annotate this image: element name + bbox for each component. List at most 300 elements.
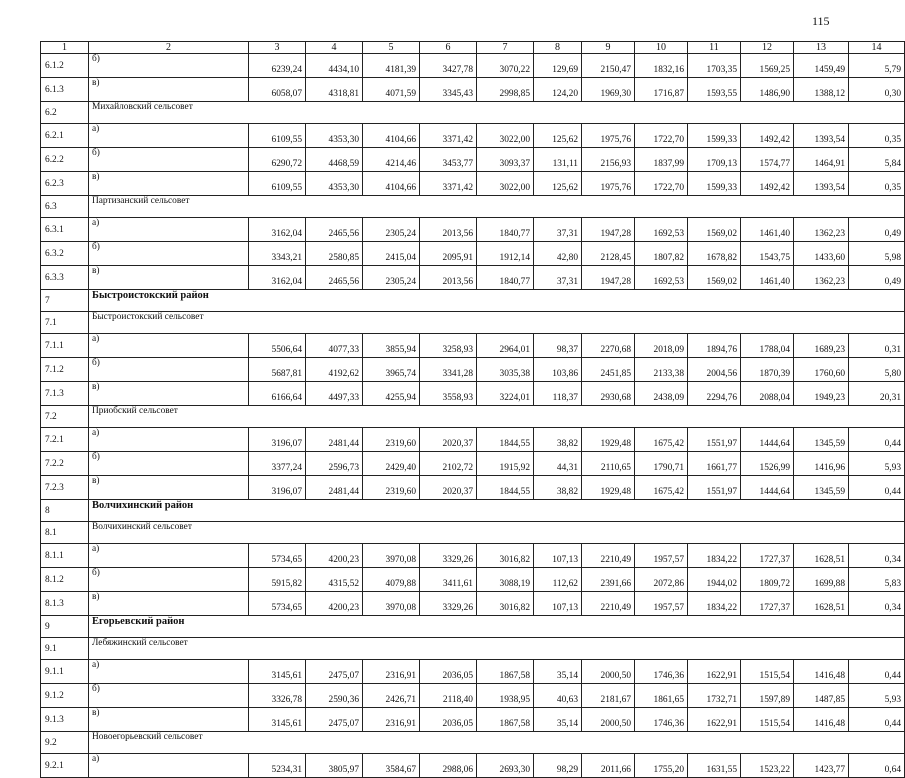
value-cell: 2088,04 <box>741 382 794 406</box>
value-cell: 1569,25 <box>741 54 794 78</box>
value-cell: 1599,33 <box>688 172 741 196</box>
value-cell: 2475,07 <box>306 660 363 684</box>
value-cell: 2693,30 <box>477 754 534 778</box>
value-cell: 107,13 <box>534 592 582 616</box>
row-code: 6.1.2 <box>41 54 89 78</box>
value-cell: 2020,37 <box>420 476 477 500</box>
value-cell: 1938,95 <box>477 684 534 708</box>
row-code: 6.2.3 <box>41 172 89 196</box>
value-cell: 4468,59 <box>306 148 363 172</box>
column-header: 1 <box>41 42 89 54</box>
value-cell: 1894,76 <box>688 334 741 358</box>
value-cell: 3343,21 <box>249 242 306 266</box>
value-cell: 1593,55 <box>688 78 741 102</box>
value-cell: 1844,55 <box>477 476 534 500</box>
value-cell: 1837,99 <box>635 148 688 172</box>
table-row <box>41 124 905 148</box>
table-row <box>41 242 905 266</box>
value-cell: 98,29 <box>534 754 582 778</box>
value-cell: 1975,76 <box>582 124 635 148</box>
value-cell: 1543,75 <box>741 242 794 266</box>
value-cell: 3371,42 <box>420 172 477 196</box>
value-cell: 2319,60 <box>363 476 420 500</box>
settlement-row <box>41 522 905 544</box>
district-row <box>41 290 905 312</box>
value-cell: 1444,64 <box>741 428 794 452</box>
row-label: б) <box>89 54 249 78</box>
row-code: 9.1 <box>41 638 89 660</box>
value-cell: 4353,30 <box>306 124 363 148</box>
row-code: 6.1.3 <box>41 78 89 102</box>
row-label: в) <box>89 382 249 406</box>
value-cell: 2210,49 <box>582 592 635 616</box>
value-cell: 2181,67 <box>582 684 635 708</box>
value-cell: 1362,23 <box>794 218 849 242</box>
value-cell: 2438,09 <box>635 382 688 406</box>
row-label: б) <box>89 148 249 172</box>
value-cell: 1345,59 <box>794 476 849 500</box>
value-cell: 38,82 <box>534 428 582 452</box>
value-cell: 1840,77 <box>477 218 534 242</box>
value-cell: 1675,42 <box>635 428 688 452</box>
value-cell: 4318,81 <box>306 78 363 102</box>
value-cell: 1947,28 <box>582 266 635 290</box>
tariff-table <box>40 41 905 778</box>
value-cell: 1622,91 <box>688 660 741 684</box>
value-cell: 4200,23 <box>306 592 363 616</box>
value-cell: 5,83 <box>849 568 905 592</box>
table-row <box>41 382 905 406</box>
value-cell: 2294,76 <box>688 382 741 406</box>
value-cell: 1597,89 <box>741 684 794 708</box>
value-cell: 3162,04 <box>249 266 306 290</box>
value-cell: 2426,71 <box>363 684 420 708</box>
value-cell: 37,31 <box>534 218 582 242</box>
value-cell: 5,98 <box>849 242 905 266</box>
row-code: 6.2.2 <box>41 148 89 172</box>
value-cell: 124,20 <box>534 78 582 102</box>
value-cell: 3411,61 <box>420 568 477 592</box>
row-code: 7.1.2 <box>41 358 89 382</box>
value-cell: 112,62 <box>534 568 582 592</box>
value-cell: 1423,77 <box>794 754 849 778</box>
value-cell: 3805,97 <box>306 754 363 778</box>
table-row <box>41 78 905 102</box>
value-cell: 125,62 <box>534 172 582 196</box>
value-cell: 1944,02 <box>688 568 741 592</box>
page-number: 115 <box>812 14 830 28</box>
value-cell: 1703,35 <box>688 54 741 78</box>
row-code: 6.2 <box>41 102 89 124</box>
value-cell: 125,62 <box>534 124 582 148</box>
value-cell: 1628,51 <box>794 544 849 568</box>
value-cell: 1515,54 <box>741 708 794 732</box>
header-row <box>41 42 905 54</box>
row-code: 7 <box>41 290 89 312</box>
value-cell: 2964,01 <box>477 334 534 358</box>
value-cell: 2000,50 <box>582 660 635 684</box>
value-cell: 2316,91 <box>363 708 420 732</box>
district-title: Егорьевский район <box>89 616 905 638</box>
row-code: 9 <box>41 616 89 638</box>
column-header: 2 <box>89 42 249 54</box>
value-cell: 5734,65 <box>249 544 306 568</box>
value-cell: 1975,76 <box>582 172 635 196</box>
value-cell: 2930,68 <box>582 382 635 406</box>
value-cell: 35,14 <box>534 708 582 732</box>
value-cell: 2429,40 <box>363 452 420 476</box>
column-header: 8 <box>534 42 582 54</box>
settlement-row <box>41 732 905 754</box>
column-header: 13 <box>794 42 849 54</box>
row-code: 6.3.1 <box>41 218 89 242</box>
row-label: б) <box>89 568 249 592</box>
row-label: а) <box>89 334 249 358</box>
value-cell: 1947,28 <box>582 218 635 242</box>
value-cell: 0,34 <box>849 544 905 568</box>
value-cell: 37,31 <box>534 266 582 290</box>
value-cell: 4181,39 <box>363 54 420 78</box>
column-header: 4 <box>306 42 363 54</box>
value-cell: 40,63 <box>534 684 582 708</box>
value-cell: 1433,60 <box>794 242 849 266</box>
row-code: 6.3.2 <box>41 242 89 266</box>
value-cell: 42,80 <box>534 242 582 266</box>
value-cell: 1515,54 <box>741 660 794 684</box>
value-cell: 2465,56 <box>306 218 363 242</box>
row-code: 8.1 <box>41 522 89 544</box>
value-cell: 1727,37 <box>741 592 794 616</box>
value-cell: 3371,42 <box>420 124 477 148</box>
value-cell: 1915,92 <box>477 452 534 476</box>
value-cell: 1844,55 <box>477 428 534 452</box>
value-cell: 3970,08 <box>363 592 420 616</box>
table-row <box>41 476 905 500</box>
value-cell: 5,84 <box>849 148 905 172</box>
value-cell: 1492,42 <box>741 124 794 148</box>
value-cell: 1631,55 <box>688 754 741 778</box>
value-cell: 3162,04 <box>249 218 306 242</box>
settlement-row <box>41 638 905 660</box>
row-code: 7.2.3 <box>41 476 89 500</box>
value-cell: 1523,22 <box>741 754 794 778</box>
column-header: 7 <box>477 42 534 54</box>
value-cell: 2305,24 <box>363 218 420 242</box>
value-cell: 2110,65 <box>582 452 635 476</box>
column-header: 6 <box>420 42 477 54</box>
value-cell: 4192,62 <box>306 358 363 382</box>
table-row <box>41 568 905 592</box>
value-cell: 2018,09 <box>635 334 688 358</box>
value-cell: 1464,91 <box>794 148 849 172</box>
value-cell: 2988,06 <box>420 754 477 778</box>
value-cell: 5,79 <box>849 54 905 78</box>
value-cell: 1949,23 <box>794 382 849 406</box>
value-cell: 1492,42 <box>741 172 794 196</box>
value-cell: 3970,08 <box>363 544 420 568</box>
value-cell: 1957,57 <box>635 592 688 616</box>
value-cell: 1459,49 <box>794 54 849 78</box>
value-cell: 5,93 <box>849 452 905 476</box>
value-cell: 1929,48 <box>582 476 635 500</box>
value-cell: 38,82 <box>534 476 582 500</box>
value-cell: 1526,99 <box>741 452 794 476</box>
value-cell: 1416,48 <box>794 708 849 732</box>
value-cell: 2095,91 <box>420 242 477 266</box>
value-cell: 5234,31 <box>249 754 306 778</box>
value-cell: 1444,64 <box>741 476 794 500</box>
row-label: а) <box>89 754 249 778</box>
value-cell: 3345,43 <box>420 78 477 102</box>
value-cell: 1809,72 <box>741 568 794 592</box>
value-cell: 1722,70 <box>635 172 688 196</box>
value-cell: 3093,37 <box>477 148 534 172</box>
row-code: 8.1.3 <box>41 592 89 616</box>
settlement-title: Приобский сельсовет <box>89 406 905 428</box>
table-row <box>41 544 905 568</box>
value-cell: 1957,57 <box>635 544 688 568</box>
value-cell: 2020,37 <box>420 428 477 452</box>
value-cell: 0,44 <box>849 660 905 684</box>
value-cell: 3196,07 <box>249 428 306 452</box>
value-cell: 4079,88 <box>363 568 420 592</box>
value-cell: 20,31 <box>849 382 905 406</box>
district-row <box>41 500 905 522</box>
value-cell: 5734,65 <box>249 592 306 616</box>
row-code: 6.2.1 <box>41 124 89 148</box>
value-cell: 1388,12 <box>794 78 849 102</box>
column-header: 10 <box>635 42 688 54</box>
value-cell: 2128,45 <box>582 242 635 266</box>
settlement-title: Волчихинский сельсовет <box>89 522 905 544</box>
value-cell: 4200,23 <box>306 544 363 568</box>
value-cell: 1732,71 <box>688 684 741 708</box>
value-cell: 3341,28 <box>420 358 477 382</box>
value-cell: 2000,50 <box>582 708 635 732</box>
value-cell: 1870,39 <box>741 358 794 382</box>
value-cell: 3558,93 <box>420 382 477 406</box>
value-cell: 3022,00 <box>477 124 534 148</box>
row-label: а) <box>89 544 249 568</box>
value-cell: 6166,64 <box>249 382 306 406</box>
value-cell: 1661,77 <box>688 452 741 476</box>
settlement-title: Михайловский сельсовет <box>89 102 905 124</box>
value-cell: 0,30 <box>849 78 905 102</box>
row-label: а) <box>89 124 249 148</box>
row-label: в) <box>89 78 249 102</box>
row-label: б) <box>89 684 249 708</box>
value-cell: 4104,66 <box>363 124 420 148</box>
value-cell: 1569,02 <box>688 218 741 242</box>
value-cell: 2013,56 <box>420 266 477 290</box>
value-cell: 2475,07 <box>306 708 363 732</box>
value-cell: 4315,52 <box>306 568 363 592</box>
value-cell: 2998,85 <box>477 78 534 102</box>
value-cell: 98,37 <box>534 334 582 358</box>
value-cell: 1692,53 <box>635 218 688 242</box>
value-cell: 4214,46 <box>363 148 420 172</box>
value-cell: 1486,90 <box>741 78 794 102</box>
value-cell: 3088,19 <box>477 568 534 592</box>
value-cell: 1622,91 <box>688 708 741 732</box>
value-cell: 6290,72 <box>249 148 306 172</box>
value-cell: 1345,59 <box>794 428 849 452</box>
value-cell: 2036,05 <box>420 660 477 684</box>
value-cell: 5,80 <box>849 358 905 382</box>
value-cell: 1628,51 <box>794 592 849 616</box>
row-label: в) <box>89 172 249 196</box>
row-code: 8.1.1 <box>41 544 89 568</box>
value-cell: 2270,68 <box>582 334 635 358</box>
value-cell: 3070,22 <box>477 54 534 78</box>
value-cell: 1807,82 <box>635 242 688 266</box>
row-code: 7.2.2 <box>41 452 89 476</box>
table-row <box>41 172 905 196</box>
value-cell: 3453,77 <box>420 148 477 172</box>
value-cell: 3196,07 <box>249 476 306 500</box>
value-cell: 3145,61 <box>249 708 306 732</box>
column-header: 14 <box>849 42 905 54</box>
value-cell: 2465,56 <box>306 266 363 290</box>
value-cell: 0,44 <box>849 476 905 500</box>
value-cell: 3022,00 <box>477 172 534 196</box>
value-cell: 1760,60 <box>794 358 849 382</box>
value-cell: 131,11 <box>534 148 582 172</box>
column-header: 5 <box>363 42 420 54</box>
column-header: 12 <box>741 42 794 54</box>
table-row <box>41 334 905 358</box>
row-label: в) <box>89 592 249 616</box>
value-cell: 1599,33 <box>688 124 741 148</box>
table-row <box>41 428 905 452</box>
value-cell: 1487,85 <box>794 684 849 708</box>
value-cell: 2596,73 <box>306 452 363 476</box>
settlement-row <box>41 312 905 334</box>
value-cell: 2451,85 <box>582 358 635 382</box>
value-cell: 3016,82 <box>477 544 534 568</box>
district-title: Волчихинский район <box>89 500 905 522</box>
value-cell: 1709,13 <box>688 148 741 172</box>
value-cell: 2391,66 <box>582 568 635 592</box>
value-cell: 1461,40 <box>741 218 794 242</box>
value-cell: 2156,93 <box>582 148 635 172</box>
table-row <box>41 54 905 78</box>
table-row <box>41 452 905 476</box>
row-code: 8.1.2 <box>41 568 89 592</box>
value-cell: 1699,88 <box>794 568 849 592</box>
value-cell: 1834,22 <box>688 592 741 616</box>
value-cell: 1867,58 <box>477 660 534 684</box>
value-cell: 2316,91 <box>363 660 420 684</box>
value-cell: 1755,20 <box>635 754 688 778</box>
row-label: в) <box>89 266 249 290</box>
value-cell: 2004,56 <box>688 358 741 382</box>
value-cell: 129,69 <box>534 54 582 78</box>
row-code: 9.2 <box>41 732 89 754</box>
value-cell: 2013,56 <box>420 218 477 242</box>
value-cell: 2036,05 <box>420 708 477 732</box>
value-cell: 2072,86 <box>635 568 688 592</box>
row-code: 9.2.1 <box>41 754 89 778</box>
value-cell: 2580,85 <box>306 242 363 266</box>
row-label: б) <box>89 358 249 382</box>
value-cell: 3258,93 <box>420 334 477 358</box>
row-label: а) <box>89 428 249 452</box>
value-cell: 4077,33 <box>306 334 363 358</box>
row-code: 7.1 <box>41 312 89 334</box>
value-cell: 1678,82 <box>688 242 741 266</box>
value-cell: 0,44 <box>849 708 905 732</box>
value-cell: 2481,44 <box>306 476 363 500</box>
value-cell: 6058,07 <box>249 78 306 102</box>
value-cell: 1790,71 <box>635 452 688 476</box>
value-cell: 3035,38 <box>477 358 534 382</box>
value-cell: 0,44 <box>849 428 905 452</box>
row-label: б) <box>89 452 249 476</box>
value-cell: 1912,14 <box>477 242 534 266</box>
value-cell: 0,34 <box>849 592 905 616</box>
value-cell: 3377,24 <box>249 452 306 476</box>
value-cell: 0,35 <box>849 172 905 196</box>
value-cell: 3329,26 <box>420 592 477 616</box>
value-cell: 2133,38 <box>635 358 688 382</box>
value-cell: 1574,77 <box>741 148 794 172</box>
value-cell: 3326,78 <box>249 684 306 708</box>
settlement-row <box>41 196 905 218</box>
value-cell: 3855,94 <box>363 334 420 358</box>
value-cell: 1788,04 <box>741 334 794 358</box>
value-cell: 4104,66 <box>363 172 420 196</box>
value-cell: 0,49 <box>849 218 905 242</box>
value-cell: 0,31 <box>849 334 905 358</box>
value-cell: 1675,42 <box>635 476 688 500</box>
district-row <box>41 616 905 638</box>
value-cell: 1834,22 <box>688 544 741 568</box>
settlement-title: Новоегорьевский сельсовет <box>89 732 905 754</box>
value-cell: 3224,01 <box>477 382 534 406</box>
table-row <box>41 754 905 778</box>
table-row <box>41 266 905 290</box>
table-row <box>41 708 905 732</box>
value-cell: 1362,23 <box>794 266 849 290</box>
value-cell: 6109,55 <box>249 124 306 148</box>
value-cell: 1861,65 <box>635 684 688 708</box>
value-cell: 1722,70 <box>635 124 688 148</box>
value-cell: 2319,60 <box>363 428 420 452</box>
value-cell: 1416,48 <box>794 660 849 684</box>
value-cell: 5506,64 <box>249 334 306 358</box>
value-cell: 5687,81 <box>249 358 306 382</box>
value-cell: 1393,54 <box>794 124 849 148</box>
value-cell: 3329,26 <box>420 544 477 568</box>
value-cell: 2210,49 <box>582 544 635 568</box>
value-cell: 1727,37 <box>741 544 794 568</box>
settlement-row <box>41 102 905 124</box>
row-label: в) <box>89 708 249 732</box>
row-code: 9.1.2 <box>41 684 89 708</box>
value-cell: 1746,36 <box>635 660 688 684</box>
row-label: а) <box>89 660 249 684</box>
table-row <box>41 660 905 684</box>
district-title: Быстроистокский район <box>89 290 905 312</box>
value-cell: 1716,87 <box>635 78 688 102</box>
row-code: 8 <box>41 500 89 522</box>
settlement-title: Быстроистокский сельсовет <box>89 312 905 334</box>
table-row <box>41 358 905 382</box>
row-code: 7.2.1 <box>41 428 89 452</box>
value-cell: 44,31 <box>534 452 582 476</box>
row-code: 9.1.1 <box>41 660 89 684</box>
